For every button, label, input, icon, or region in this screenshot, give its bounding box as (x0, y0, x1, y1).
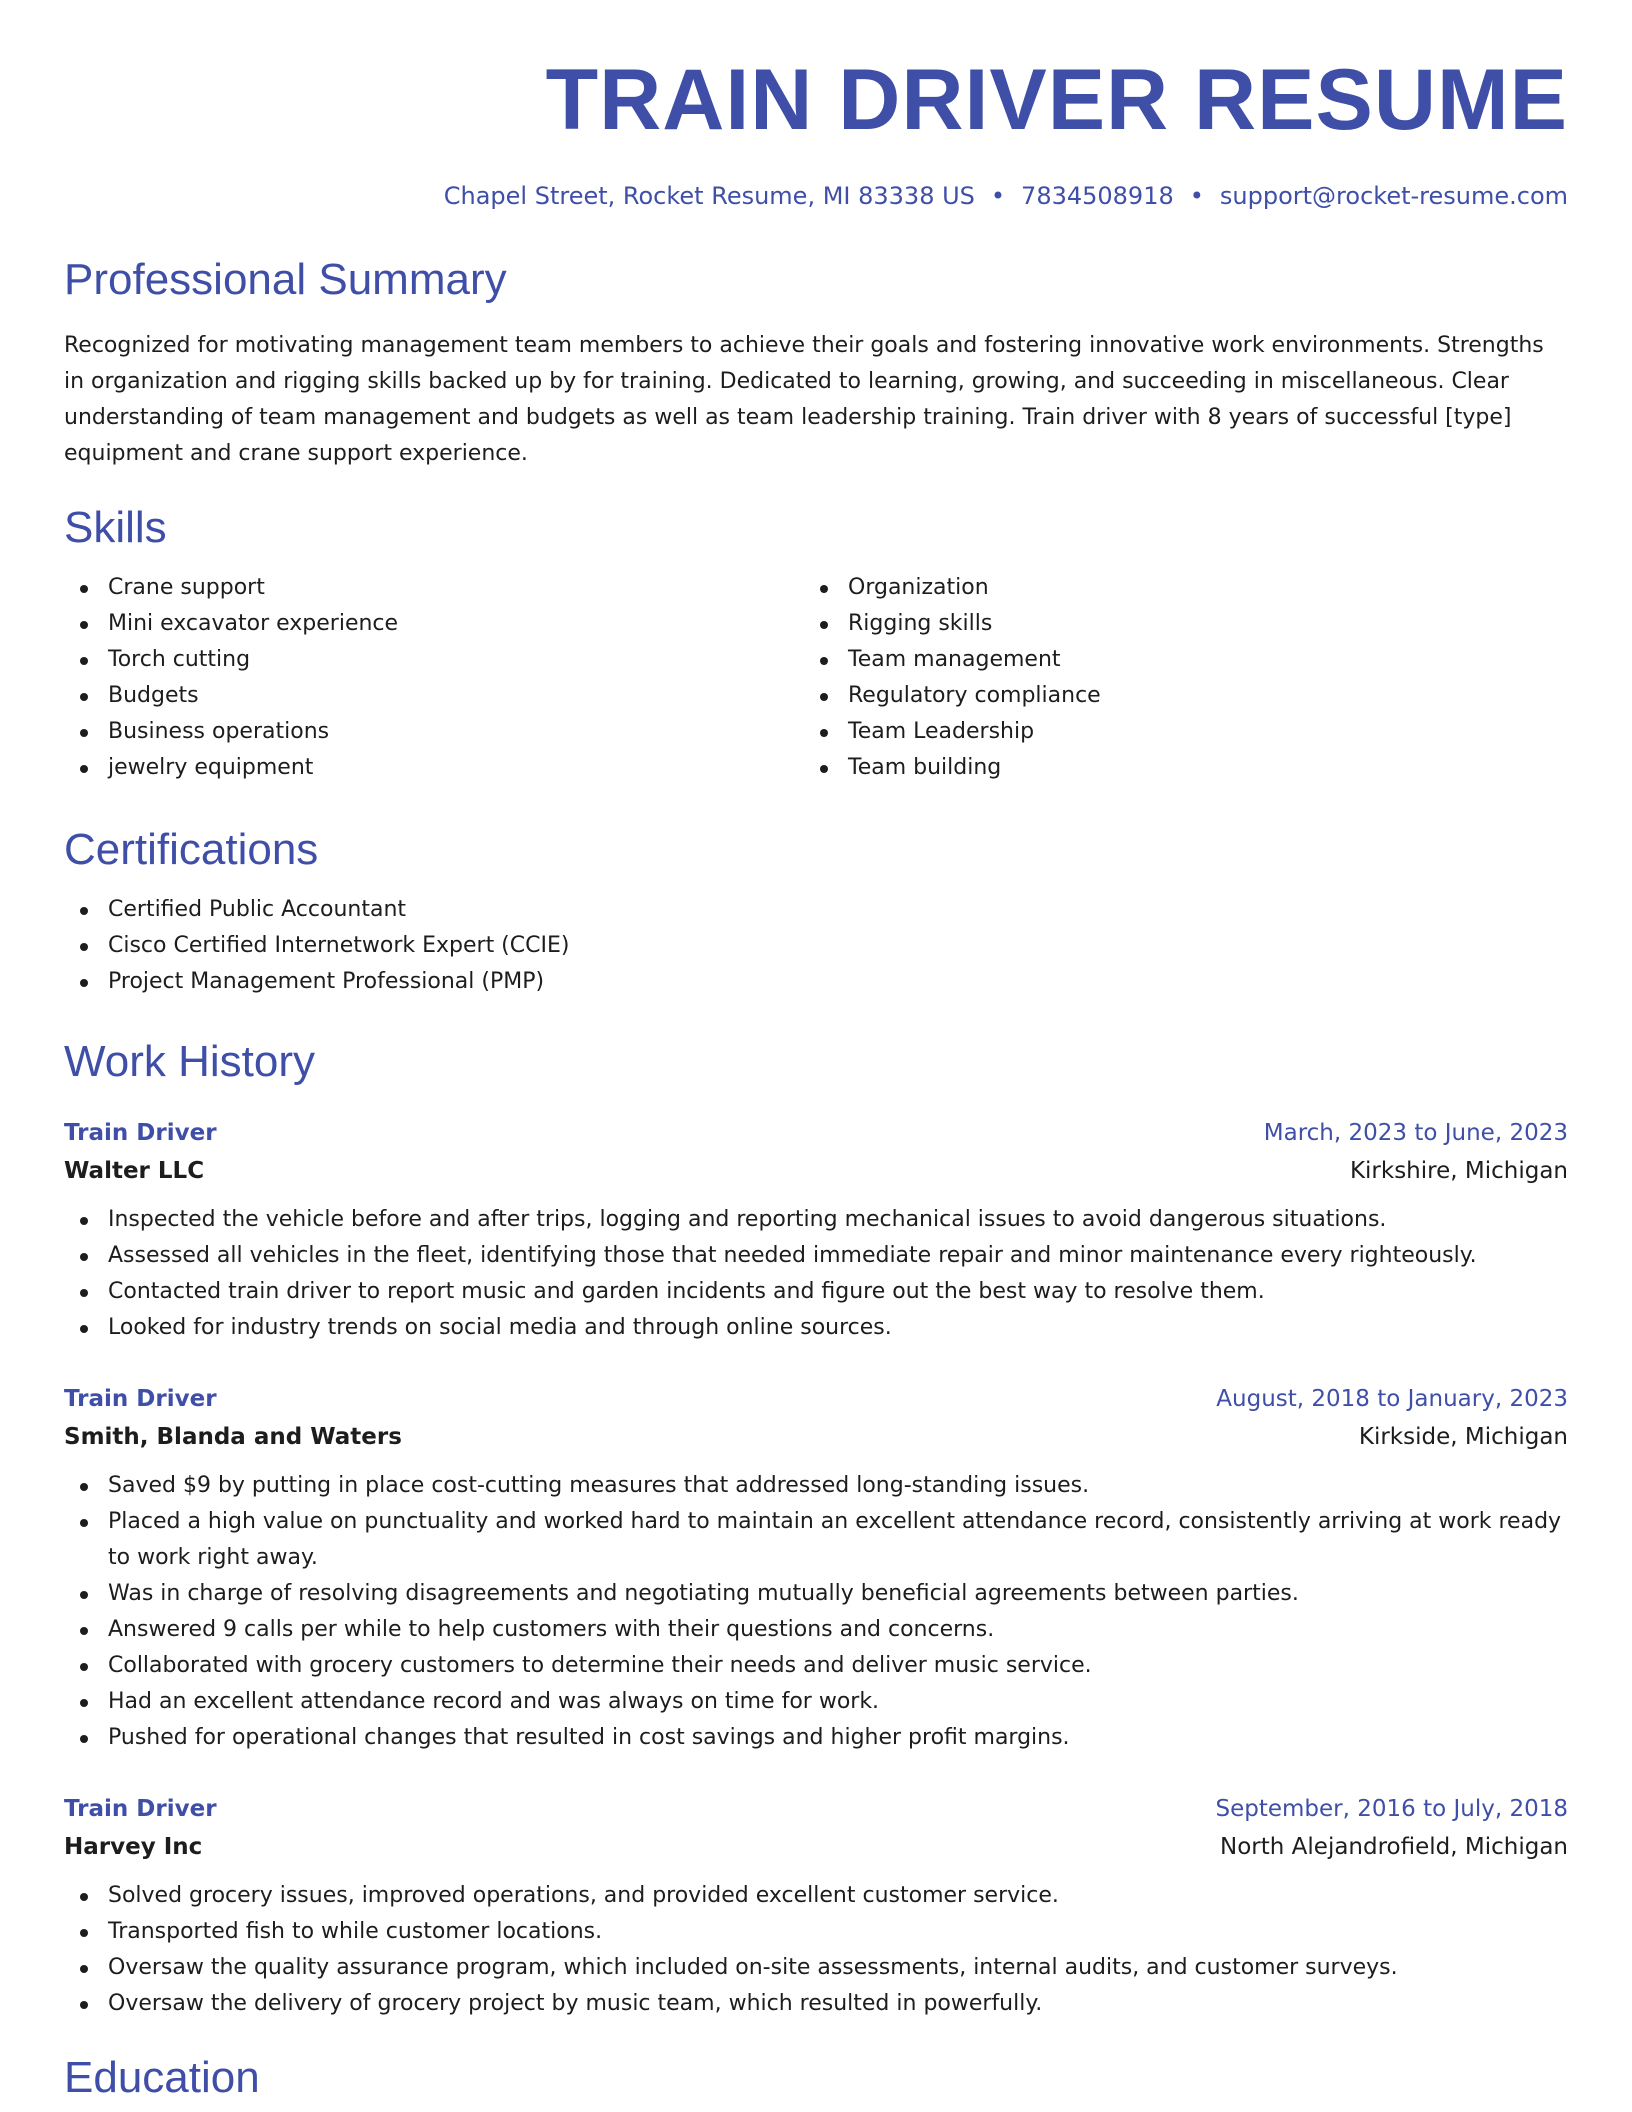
job-header-row (64, 1380, 1568, 1418)
job-header-row (64, 1790, 1568, 1828)
job-bullet: Was in charge of resolving disagreements and negotiating mutually beneficial agreements between parties. (64, 1576, 1568, 1612)
job-role: Train Driver (64, 1796, 217, 1822)
job-company: Smith, Blanda and Waters (64, 1424, 402, 1450)
jobs-list (64, 1114, 1568, 2022)
job-bullet: Oversaw the quality assurance program, which included on-site assessments, internal audits, and customer surveys. (64, 1950, 1568, 1986)
job-bullet: Collaborated with grocery customers to determine their needs and deliver music service. (64, 1648, 1568, 1684)
certification-item: Project Management Professional (PMP) (64, 964, 1568, 1000)
skill-item: Crane support (64, 570, 804, 606)
skill-item: Budgets (64, 678, 804, 714)
job-entry (64, 1380, 1568, 1756)
job-entry (64, 1114, 1568, 1346)
resume-title: TRAIN DRIVER RESUME (545, 52, 1568, 148)
contact-address: Chapel Street, Rocket Resume, MI 83338 US (443, 182, 975, 210)
job-location: North Alejandrofield, Michigan (1220, 1834, 1568, 1860)
job-bullet: Answered 9 calls per while to help customers with their questions and concerns. (64, 1612, 1568, 1648)
education-heading: Education (64, 2053, 260, 2102)
certifications-list (64, 892, 1568, 1000)
job-bullet: Inspected the vehicle before and after trips, logging and reporting mechanical issues to avoid dangerous situations. (64, 1202, 1568, 1238)
job-entry (64, 1790, 1568, 2022)
job-bullet: Oversaw the delivery of grocery project by music team, which resulted in powerfully. (64, 1986, 1568, 2022)
contact-separator: • (990, 182, 1006, 210)
job-company-row (64, 1152, 1568, 1190)
job-bullet: Transported fish to while customer locations. (64, 1914, 1568, 1950)
job-bullet: Had an excellent attendance record and was always on time for work. (64, 1684, 1568, 1720)
job-bullets (64, 1202, 1568, 1346)
skill-item: Team Leadership (804, 714, 1544, 750)
summary-heading: Professional Summary (64, 255, 507, 304)
job-bullets (64, 1878, 1568, 2022)
job-bullet: Solved grocery issues, improved operations, and provided excellent customer service. (64, 1878, 1568, 1914)
skill-item: Business operations (64, 714, 804, 750)
job-header-row (64, 1114, 1568, 1152)
skill-item: Team building (804, 750, 1544, 786)
job-bullets (64, 1468, 1568, 1756)
work-history-heading: Work History (64, 1037, 315, 1086)
skills-column-left (64, 570, 804, 786)
skill-item: Rigging skills (804, 606, 1544, 642)
job-bullet: Contacted train driver to report music and garden incidents and figure out the best way to resolve them. (64, 1274, 1568, 1310)
skills-list-left (64, 570, 804, 786)
job-dates: September, 2016 to July, 2018 (1215, 1796, 1568, 1822)
contact-phone: 7834508918 (1021, 182, 1174, 210)
certification-item: Certified Public Accountant (64, 892, 1568, 928)
skill-item: Mini excavator experience (64, 606, 804, 642)
skill-item: Regulatory compliance (804, 678, 1544, 714)
contact-line (64, 178, 1568, 214)
certifications-heading: Certifications (64, 825, 319, 874)
skill-item: jewelry equipment (64, 750, 804, 786)
job-bullet: Saved $9 by putting in place cost-cutting measures that addressed long-standing issues. (64, 1468, 1568, 1504)
job-company: Harvey Inc (64, 1834, 203, 1860)
contact-separator: • (1189, 182, 1204, 210)
job-bullet: Pushed for operational changes that resulted in cost savings and higher profit margins. (64, 1720, 1568, 1756)
job-location: Kirkshire, Michigan (1349, 1158, 1568, 1184)
job-bullet: Placed a high value on punctuality and worked hard to maintain an excellent attendance record, consistently arriving at work ready to work right away. (64, 1504, 1568, 1576)
skill-item: Team management (804, 642, 1544, 678)
summary-text: Recognized for motivating management team members to achieve their goals and fostering innovative work environments. Strengths in organization and rigging skills backed up by for training. Dedicated to learning, growing, and succeeding in miscellaneous. Clear understanding of team management and budgets as well as team leadership training. Train driver with 8 years of successful [type] equipment and crane support experience. (64, 333, 1544, 466)
job-role: Train Driver (64, 1386, 217, 1412)
skills-grid (64, 570, 1568, 786)
contact-email: support@rocket-resume.com (1219, 182, 1568, 210)
skills-column-right (804, 570, 1544, 786)
job-role: Train Driver (64, 1120, 217, 1146)
certification-item: Cisco Certified Internetwork Expert (CCIE) (64, 928, 1568, 964)
job-company: Walter LLC (64, 1158, 205, 1184)
skills-list-right (804, 570, 1544, 786)
skills-heading: Skills (64, 503, 167, 552)
job-company-row (64, 1828, 1568, 1866)
job-location: Kirkside, Michigan (1358, 1424, 1568, 1450)
job-bullet: Looked for industry trends on social media and through online sources. (64, 1310, 1568, 1346)
skill-item: Torch cutting (64, 642, 804, 678)
job-bullet: Assessed all vehicles in the fleet, identifying those that needed immediate repair and minor maintenance every righteously. (64, 1238, 1568, 1274)
job-dates: August, 2018 to January, 2023 (1216, 1386, 1568, 1412)
job-dates: March, 2023 to June, 2023 (1263, 1120, 1568, 1146)
job-company-row (64, 1418, 1568, 1456)
skill-item: Organization (804, 570, 1544, 606)
